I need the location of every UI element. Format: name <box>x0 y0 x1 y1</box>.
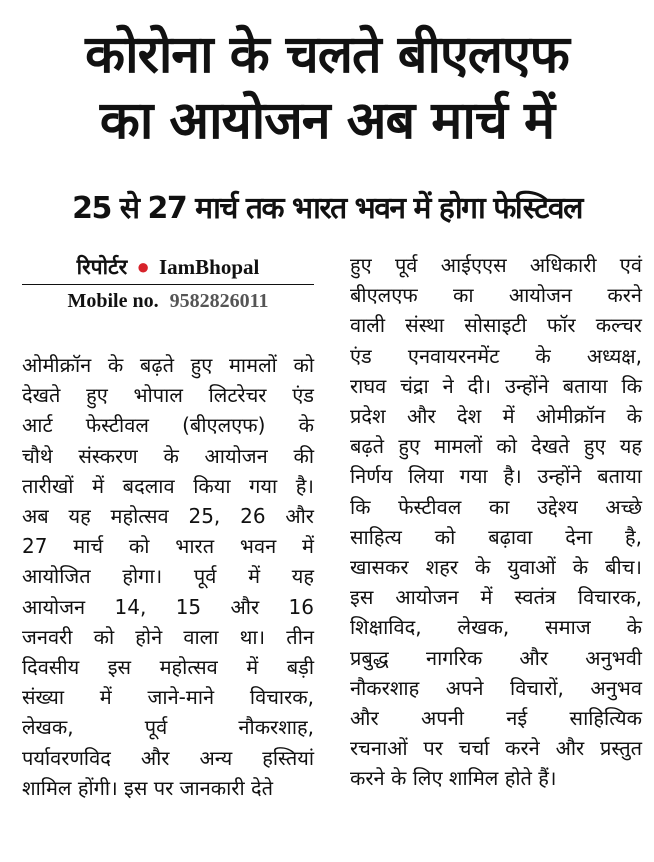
mobile-number: 9582826011 <box>169 290 269 312</box>
article-line: 27 मार्च को भारत भवन में <box>22 534 314 559</box>
article-line: तारीखों में बदलाव किया गया है। <box>22 473 314 498</box>
headline-line-2: का आयोजन अब मार्च में <box>99 91 555 151</box>
reporter-name: IamBhopal <box>159 255 260 279</box>
article-line: लेखक, पूर्व नौकरशाह, <box>22 715 314 740</box>
article-line: साहित्य को बढ़ावा देना है, <box>350 524 642 549</box>
article-line: राघव चंद्रा ने दी। उन्होंने बताया कि <box>350 373 642 398</box>
article-line: निर्णय लिया गया है। उन्होंने बताया <box>350 464 642 489</box>
article-line: अब यह महोत्सव 25, 26 और <box>22 504 314 529</box>
article-line: इस आयोजन में स्वतंत्र विचारक, <box>350 585 642 610</box>
article-line: रचनाओं पर चर्चा करने और प्रस्तुत <box>350 736 642 761</box>
reporter-label: रिपोर्टर <box>76 255 128 279</box>
mobile-line <box>22 287 314 315</box>
article-line: वाली संस्था सोसाइटी फॉर कल्चर <box>350 313 642 338</box>
article-line: एंड एनवायरनमेंट के अध्यक्ष, <box>350 343 642 368</box>
article-line: देखते हुए भोपाल लिटरेचर एंड <box>22 383 314 408</box>
subheadline: 25 से 27 मार्च तक भारत भवन में होगा फेस्टिवल <box>72 191 582 226</box>
article-line: शिक्षाविद, लेखक, समाज के <box>350 615 642 640</box>
reporter-line <box>22 252 314 282</box>
byline-divider <box>22 284 314 285</box>
bullet-dot-icon: ● <box>136 254 150 279</box>
article-line: चौथे संस्करण के आयोजन की <box>22 443 314 468</box>
article-line: नौकरशाह अपने विचारों, अनुभव <box>350 675 642 700</box>
article-line: पर्यावरणविद और अन्य हस्तियां <box>22 745 314 770</box>
article-line: प्रदेश और देश में ओमीक्रॉन के <box>350 404 642 429</box>
article-column-left <box>22 350 314 803</box>
article-line: और अपनी नई साहित्यिक <box>350 706 642 731</box>
article-column-right <box>350 250 642 794</box>
headline-line-1: कोरोना के चलते बीएलएफ <box>85 25 569 85</box>
article-line: प्रबुद्ध नागरिक और अनुभवी <box>350 645 642 670</box>
article-line: आर्ट फेस्टीवल (बीएलएफ) के <box>22 413 314 438</box>
article-line: आयोजित होगा। पूर्व में यह <box>22 564 314 589</box>
article-line: खासकर शहर के युवाओं के बीच। <box>350 555 642 580</box>
article-line: हुए पूर्व आईएएस अधिकारी एवं <box>350 253 642 277</box>
article-line: बढ़ते हुए मामलों को देखते हुए यह <box>350 434 642 459</box>
article-line: संख्या में जाने-माने विचारक, <box>22 685 314 710</box>
article-line: जनवरी को होने वाला था। तीन <box>22 624 314 649</box>
article-line: ओमीक्रॉन के बढ़ते हुए मामलों को <box>22 353 314 377</box>
article-line: कि फेस्टीवल का उद्देश्य अच्छे <box>350 494 642 519</box>
headline <box>8 22 646 154</box>
article-line: शामिल होंगी। इस पर जानकारी देते <box>22 775 274 800</box>
byline <box>22 252 314 316</box>
article-line: दिवसीय इस महोत्सव में बड़ी <box>22 655 314 680</box>
mobile-label: Mobile no. <box>67 290 159 312</box>
article-line: करने के लिए शामिल होते हैं। <box>350 766 557 791</box>
article-line: आयोजन 14, 15 और 16 <box>22 594 314 619</box>
article-line: बीएलएफ का आयोजन करने <box>350 283 642 308</box>
